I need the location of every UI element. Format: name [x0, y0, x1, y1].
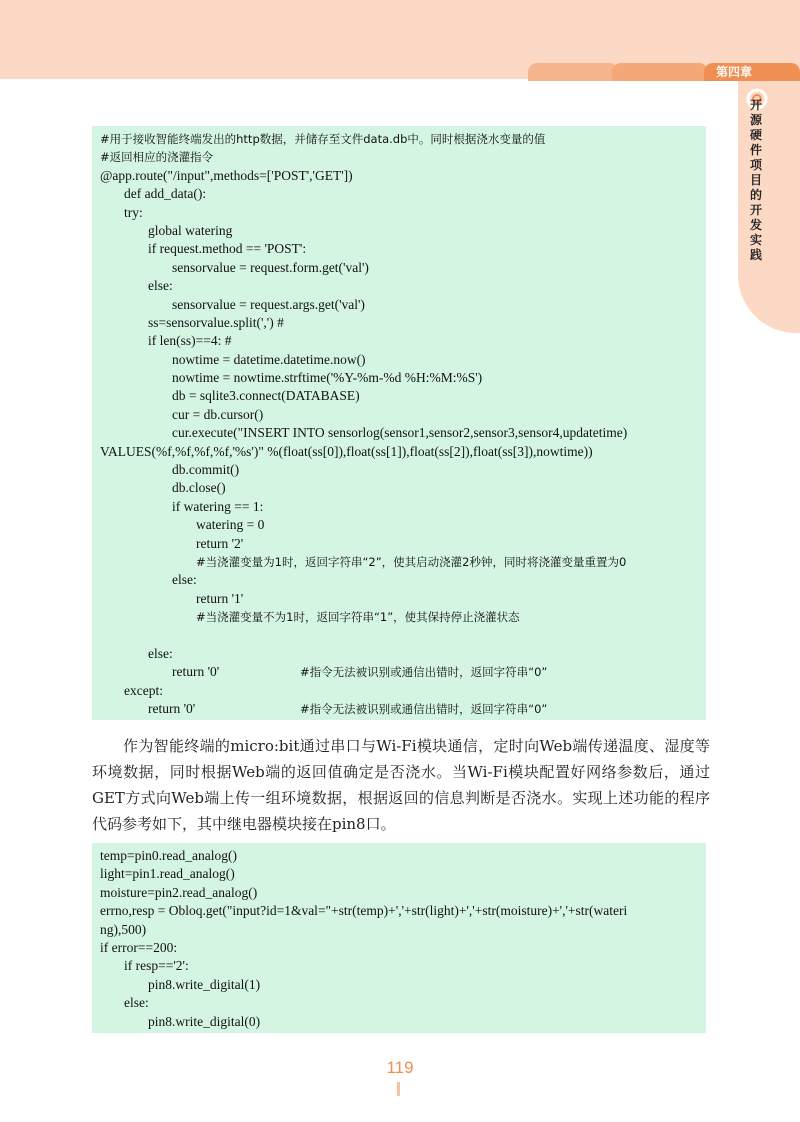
- code-text: pin8.write_digital(1): [148, 976, 261, 992]
- code-text: db.commit(): [172, 462, 240, 478]
- code-text: light=pin1.read_analog(): [100, 866, 235, 882]
- code-text: return '1': [196, 590, 244, 606]
- code-comment: #当浇灌变量为1时，返回字符串“2”，使其启动浇灌2秒钟，同时将浇灌变量重置为0: [196, 554, 627, 569]
- code-line: [100, 443, 698, 461]
- code-text: return '0': [148, 701, 196, 717]
- code-line: [100, 939, 698, 957]
- code-text: else:: [148, 645, 173, 661]
- code-line: [100, 406, 698, 424]
- code-text: try:: [124, 204, 143, 220]
- code-text: else:: [124, 995, 149, 1011]
- code-line: [100, 865, 698, 883]
- code-line: [100, 645, 698, 663]
- code-line: [100, 351, 698, 369]
- code-line: [100, 222, 698, 240]
- code-line: [100, 479, 698, 497]
- code-text: moisture=pin2.read_analog(): [100, 884, 258, 900]
- code-text: sensorvalue = request.args.get('val'): [172, 296, 365, 312]
- code-line: [100, 663, 698, 681]
- code-line: [100, 332, 698, 350]
- code-text: errno,resp = Obloq.get("input?id=1&val="+str(temp)+','+str(light)+','+str(moisture)+','+str(wateri: [100, 903, 628, 919]
- page-number-marker: [397, 1082, 400, 1096]
- code-line: [100, 571, 698, 589]
- code-text: if len(ss)==4: #: [148, 333, 232, 349]
- code-text: if resp=='2':: [124, 958, 189, 974]
- side-chapter-title: 开源硬件项目的开发实践: [750, 98, 763, 262]
- code-text: db.close(): [172, 480, 226, 496]
- code-block-microbit: [92, 843, 706, 1033]
- code-text: except:: [124, 682, 163, 698]
- code-line: [100, 516, 698, 534]
- code-text: sensorvalue = request.form.get('val'): [172, 259, 369, 275]
- code-text: ng),500): [100, 921, 147, 937]
- code-text: def add_data():: [124, 186, 207, 202]
- code-text: pin8.write_digital(0): [148, 1013, 261, 1029]
- header-tab-decoration: [612, 63, 708, 81]
- code-text: cur.execute("INSERT INTO sensorlog(sensor1,sensor2,sensor3,sensor4,updatetime): [172, 425, 628, 441]
- code-line: [100, 976, 698, 994]
- code-line: [100, 957, 698, 975]
- code-line: [100, 921, 698, 939]
- code-comment: #用于接收智能终端发出的http数据，并储存至文件data.db中。同时根据浇水变量的值: [100, 132, 546, 146]
- code-line: [100, 296, 698, 314]
- code-line: [100, 884, 698, 902]
- code-line: [100, 627, 698, 645]
- code-line: [100, 387, 698, 405]
- code-text: return '2': [196, 535, 244, 551]
- code-line: [100, 461, 698, 479]
- code-line: [100, 185, 698, 203]
- code-line: [100, 498, 698, 516]
- code-line: [100, 314, 698, 332]
- code-text: nowtime = nowtime.strftime('%Y-%m-%d %H:%M:%S'): [172, 370, 483, 386]
- code-text: if watering == 1:: [172, 498, 264, 514]
- code-line: [100, 608, 698, 626]
- code-line: [100, 590, 698, 608]
- code-line: [100, 204, 698, 222]
- code-comment: #返回相应的浇灌指令: [100, 150, 214, 165]
- page-number: 119: [386, 1058, 414, 1077]
- code-text: db = sqlite3.connect(DATABASE): [172, 388, 360, 404]
- code-comment: #当浇灌变量不为1时，返回字符串“1”，使其保持停止浇灌状态: [196, 610, 520, 625]
- code-text: if error==200:: [100, 939, 178, 955]
- code-line: [100, 148, 698, 166]
- code-line: [100, 369, 698, 387]
- header-tab-decoration: [528, 63, 618, 81]
- code-line: [100, 130, 698, 148]
- code-line: [100, 553, 698, 571]
- code-line: [100, 1013, 698, 1031]
- code-text: cur = db.cursor(): [172, 406, 264, 422]
- code-text: VALUES(%f,%f,%f,%f,'%s')" %(float(ss[0]),float(ss[1]),float(ss[2]),float(ss[3]),nowtime)): [100, 443, 593, 459]
- code-line: [100, 847, 698, 865]
- code-line: [100, 902, 698, 920]
- code-text: if request.method == 'POST':: [148, 241, 307, 257]
- code-comment: #指令无法被识别或通信出错时，返回字符串“0”: [300, 702, 548, 717]
- code-line: [100, 167, 698, 185]
- code-text: watering = 0: [196, 517, 265, 533]
- code-text: else:: [148, 278, 173, 294]
- code-line: [100, 277, 698, 295]
- code-text: global watering: [148, 222, 233, 238]
- code-text: nowtime = datetime.datetime.now(): [172, 351, 366, 367]
- code-line: [100, 240, 698, 258]
- code-text: return '0': [172, 664, 220, 680]
- code-text: ss=sensorvalue.split(',') #: [148, 314, 284, 330]
- code-line: [100, 424, 698, 442]
- code-line: [100, 259, 698, 277]
- code-comment: #指令无法被识别或通信出错时，返回字符串“0”: [300, 665, 548, 680]
- code-text: else:: [172, 572, 197, 588]
- code-block-server: [92, 126, 706, 720]
- body-paragraph: 作为智能终端的micro:bit通过串口与Wi-Fi模块通信，定时向Web端传递温度、湿度等环境数据，同时根据Web端的返回值确定是否浇水。当Wi-Fi模块配置好网络参数后，通过GET方式向Web端上传一组环境数据，根据返回的信息判断是否浇水。实现上述功能的程序代码参考如下，其中继电器模块接在pin8口。: [92, 737, 710, 833]
- code-text: @app.route("/input",methods=['POST','GET']): [100, 167, 353, 183]
- code-line: [100, 700, 698, 718]
- code-text: temp=pin0.read_analog(): [100, 848, 237, 863]
- chapter-label: 第四章: [704, 63, 800, 81]
- code-line: [100, 682, 698, 700]
- code-line: [100, 994, 698, 1012]
- side-panel: [738, 81, 800, 333]
- code-line: [100, 535, 698, 553]
